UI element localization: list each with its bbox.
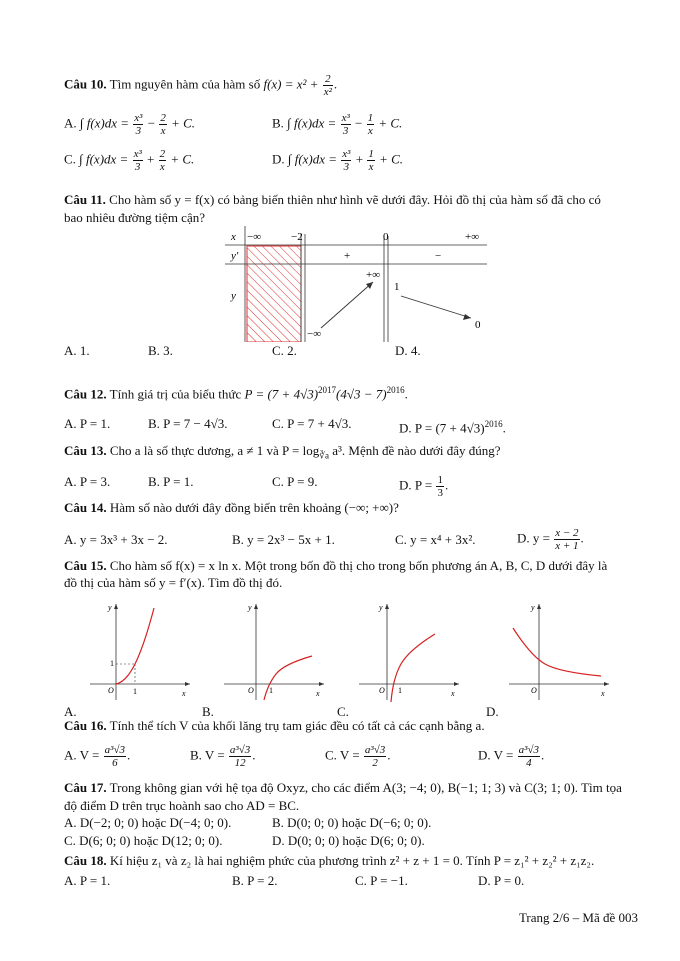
- svg-text:x: x: [316, 689, 320, 698]
- q14-option-b[interactable]: B. y = 2x³ − 5x + 1.: [232, 532, 335, 547]
- graph-d: [505, 600, 615, 704]
- q17-label: Câu 17.: [64, 780, 107, 795]
- table-sign-minus: −: [435, 250, 442, 262]
- q17-option-b[interactable]: B. D(0; 0; 0) hoặc D(−6; 0; 0).: [272, 815, 432, 830]
- q18-option-c[interactable]: C. P = −1.: [355, 873, 408, 888]
- svg-text:x: x: [182, 689, 186, 698]
- q12-stem: Câu 12. Tính giá trị của biểu thức $P = (7 + 4√3)^{2017}(4√3 - 7)^{2016}$.: [64, 385, 408, 402]
- q11-stem-line1: Câu 11. Cho hàm số y = f(x) có bảng biến thiên như hình vẽ dưới đây. Hỏi đồ thị của hàm số đã cho có: [64, 192, 601, 207]
- q16-label: Câu 16.: [64, 718, 107, 733]
- q17-option-d[interactable]: D. D(0; 0; 0) hoặc D(6; 0; 0).: [272, 833, 425, 848]
- q12-label: Câu 12.: [64, 386, 107, 402]
- q16-option-a[interactable]: A. V = $\frac{\text{a³√3}}{6}$ .: [64, 744, 131, 769]
- q13-option-c[interactable]: C. P = 9.: [272, 474, 318, 489]
- q14-option-d[interactable]: D. y = $\frac{x - 2}{x + 1}$ .: [517, 527, 584, 552]
- q17-stem-line2: độ điểm D trên trục hoành sao cho AD = BC.: [64, 798, 300, 813]
- q13-stem: Câu 13. Cho a là số thực dương, a ≠ 1 và $P = \log_{∛a} a^3$. Mệnh đề nào dưới đây đúng?: [64, 443, 501, 461]
- q14-option-a[interactable]: A. y = 3x³ + 3x − 2.: [64, 532, 168, 547]
- q10-option-c[interactable]: C. ∫ f(x)dx = $\frac{\text{x³}}{3}$ + $\frac{2}{x}$ + C.: [64, 148, 195, 173]
- svg-text:O: O: [248, 686, 254, 695]
- q16-option-c[interactable]: C. V = $\frac{\text{a³√3}}{2}$ .: [325, 744, 391, 769]
- table-x-m2: −2: [291, 231, 303, 243]
- q14-option-c[interactable]: C. y = x⁴ + 3x².: [395, 532, 476, 547]
- q13-option-b[interactable]: B. P = 1.: [148, 474, 194, 489]
- svg-text:O: O: [379, 686, 385, 695]
- q15-option-b[interactable]: B.: [202, 704, 214, 719]
- svg-text:x: x: [451, 689, 455, 698]
- q18-stem: Câu 18. Kí hiệu z₁ và z₂ là hai nghiệm phức của phương trình z² + z + 1 = 0. Tính P = z₁² + z₂² + z₁z₂.: [64, 853, 595, 868]
- q10-option-a[interactable]: A. ∫ f(x)dx = $\frac{\text{x³}}{3}$ − $\frac{2}{x}$ + C.: [64, 112, 196, 137]
- page-footer: Trang 2/6 – Mã đề 003: [518, 910, 638, 925]
- table-y-top-pinf: +∞: [366, 269, 381, 281]
- q15-option-d[interactable]: D.: [486, 704, 499, 719]
- q12-option-b[interactable]: B. P = 7 − 4√3.: [148, 416, 228, 431]
- q17-option-a[interactable]: A. D(−2; 0; 0) hoặc D(−4; 0; 0).: [64, 815, 232, 830]
- table-x-zero: 0: [383, 231, 389, 243]
- table-x-ninf: −∞: [247, 231, 262, 243]
- table-x-label: x: [231, 231, 236, 243]
- q10-stem: Câu 10. Tìm nguyên hàm của hàm số f(x) = x² + $\frac{2}{\text{x²}}$ .: [64, 73, 338, 98]
- svg-text:1: 1: [398, 686, 402, 695]
- q12-option-a[interactable]: A. P = 1.: [64, 416, 111, 431]
- q12-option-d[interactable]: D. $P = (7 + 4√3)^{2016}$.: [399, 419, 506, 436]
- q17-stem-line1: Câu 17. Trong không gian với hệ tọa độ Oxyz, cho các điểm A(3; −4; 0), B(−1; 1; 3) và C(3; 1; 0). Tìm tọa: [64, 780, 622, 795]
- svg-text:x: x: [601, 689, 605, 698]
- svg-text:y: y: [248, 603, 252, 612]
- q11-label: Câu 11.: [64, 192, 106, 207]
- q18-option-b[interactable]: B. P = 2.: [232, 873, 278, 888]
- svg-text:1: 1: [269, 686, 273, 695]
- q14-label: Câu 14.: [64, 500, 107, 515]
- q18-option-d[interactable]: D. P = 0.: [478, 873, 525, 888]
- hatched-region: [247, 246, 301, 342]
- q18-option-a[interactable]: A. P = 1.: [64, 873, 111, 888]
- q15-stem-line1: Câu 15. Cho hàm số f(x) = x ln x. Một trong bốn đồ thị cho trong bốn phương án A, B, C, D dưới đây là: [64, 558, 608, 573]
- q17-option-c[interactable]: C. D(6; 0; 0) hoặc D(12; 0; 0).: [64, 833, 223, 848]
- q11-option-b[interactable]: B. 3.: [148, 343, 173, 358]
- q16-option-d[interactable]: D. V = $\frac{\text{a³√3}}{4}$ .: [478, 744, 545, 769]
- q10-option-d[interactable]: D. ∫ f(x)dx = $\frac{\text{x³}}{3}$ + $\frac{1}{x}$ + C.: [272, 148, 404, 173]
- svg-text:O: O: [108, 686, 114, 695]
- graph-a: [86, 600, 196, 704]
- q13-option-a[interactable]: A. P = 3.: [64, 474, 111, 489]
- q18-label: Câu 18.: [64, 853, 107, 868]
- table-y-end-zero: 0: [475, 319, 481, 331]
- q14-stem: Câu 14. Hàm số nào dưới đây đồng biến trên khoảng (−∞; +∞)?: [64, 500, 399, 515]
- svg-text:y: y: [108, 603, 112, 612]
- q11-stem-line2: bao nhiêu đường tiệm cận?: [64, 210, 205, 225]
- q15-option-c[interactable]: C.: [337, 704, 349, 719]
- svg-text:y: y: [379, 603, 383, 612]
- table-y-label: y: [231, 290, 236, 302]
- q15-label: Câu 15.: [64, 558, 107, 573]
- q11-option-d[interactable]: D. 4.: [395, 343, 421, 358]
- q10-option-b[interactable]: B. ∫ f(x)dx = $\frac{\text{x³}}{3}$ − $\frac{1}{x}$ + C.: [272, 112, 403, 137]
- table-sign-plus: +: [344, 250, 351, 262]
- graph-c: [355, 600, 465, 704]
- q16-stem: Câu 16. Tính thể tích V của khối lăng trụ tam giác đều có tất cả các cạnh bằng a.: [64, 718, 485, 733]
- q11-option-a[interactable]: A. 1.: [64, 343, 90, 358]
- svg-text:y: y: [531, 603, 535, 612]
- q13-label: Câu 13.: [64, 443, 107, 458]
- svg-text:O: O: [531, 686, 537, 695]
- table-y-bot-ninf: −∞: [307, 328, 322, 340]
- table-y-one: 1: [394, 281, 400, 293]
- table-x-pinf: +∞: [465, 231, 480, 243]
- variation-table: [225, 226, 490, 342]
- q15-option-a[interactable]: A.: [64, 704, 77, 719]
- q12-option-c[interactable]: C. P = 7 + 4√3.: [272, 416, 352, 431]
- q13-option-d[interactable]: D. P = $\frac{1}{3}$ .: [399, 474, 449, 499]
- q11-option-c[interactable]: C. 2.: [272, 343, 297, 358]
- q15-stem-line2: đồ thị của hàm số y = f′(x). Tìm đồ thị đó.: [64, 575, 283, 590]
- q10-label: Câu 10.: [64, 76, 107, 92]
- q16-option-b[interactable]: B. V = $\frac{\text{a³√3}}{12}$ .: [190, 744, 256, 769]
- graph-b: [220, 600, 330, 704]
- svg-text:1: 1: [110, 659, 114, 668]
- svg-text:1: 1: [133, 687, 137, 696]
- table-yprime-label: y′: [231, 250, 239, 262]
